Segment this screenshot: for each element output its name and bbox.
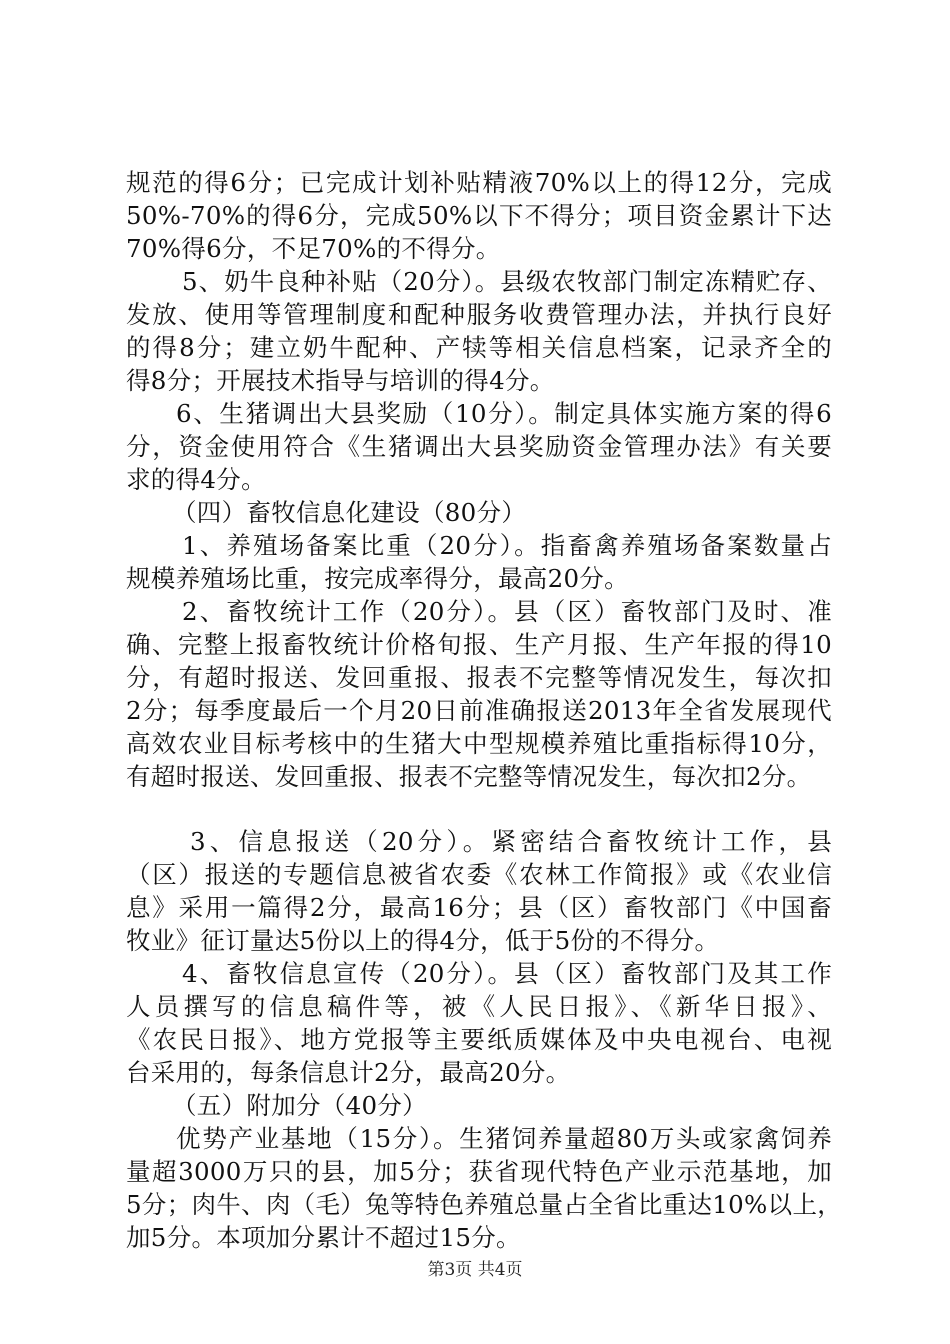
- text-line: 2、畜牧统计工作（20分）。县（区）畜牧部门及时、准: [182, 597, 832, 626]
- paragraph: [126, 166, 832, 265]
- paragraph: [126, 825, 832, 957]
- text-line: 分，资金使用符合《生猪调出大县奖励资金管理办法》有关要: [126, 432, 832, 461]
- text-line: 优势产业基地（15分）。生猪饲养量超80万头或家禽饲养: [176, 1124, 832, 1153]
- paragraph: [126, 957, 832, 1089]
- text-line: 50%-70%的得6分，完成50%以下不得分；项目资金累计下达: [126, 201, 832, 230]
- page-footer: 第3页 共4页: [427, 1260, 523, 1280]
- text-line: 息》采用一篇得2分，最高16分；县（区）畜牧部门《中国畜: [126, 893, 832, 922]
- text-line: 确、完整上报畜牧统计价格旬报、生产月报、生产年报的得10: [126, 630, 832, 659]
- text-line: 分，有超时报送、发回重报、报表不完整等情况发生，每次扣: [126, 663, 832, 692]
- text-line: 规范的得6分；已完成计划补贴精液70%以上的得12分，完成: [126, 168, 832, 197]
- text-line: 5、奶牛良种补贴（20分）。县级农牧部门制定冻精贮存、: [182, 267, 832, 296]
- paragraph: [126, 529, 832, 595]
- section-heading: [126, 1089, 832, 1122]
- text-line: 5分；肉牛、肉（毛）兔等特色养殖总量占全省比重达10%以上，: [126, 1190, 843, 1219]
- text-line: 3、信息报送（20分）。紧密结合畜牧统计工作，县: [190, 827, 832, 856]
- text-line: 高效农业目标考核中的生猪大中型规模养殖比重指标得10分，: [126, 729, 832, 758]
- text-line: （区）报送的专题信息被省农委《农林工作简报》或《农业信: [126, 860, 832, 889]
- document-body: [126, 166, 843, 1254]
- text-line: 1、养殖场备案比重（20分）。指畜禽养殖场备案数量占: [182, 531, 832, 560]
- section-heading: [126, 496, 832, 529]
- text-line: 得8分；开展技术指导与培训的得4分。: [126, 366, 555, 395]
- text-line: （五）附加分（40分）: [172, 1091, 427, 1120]
- text-line: 加5分。本项加分累计不超过15分。: [126, 1223, 521, 1252]
- text-line: 《农民日报》、地方党报等主要纸质媒体及中央电视台、电视: [126, 1025, 832, 1054]
- text-line: 70%得6分，不足70%的不得分。: [126, 234, 501, 263]
- paragraph-gap: [126, 793, 832, 825]
- text-line: 4、畜牧信息宣传（20分）。县（区）畜牧部门及其工作: [182, 959, 832, 988]
- paragraph: [126, 595, 832, 793]
- paragraph: [126, 265, 832, 397]
- text-line: 6、生猪调出大县奖励（10分）。制定具体实施方案的得6: [176, 399, 832, 428]
- text-line: 求的得4分。: [126, 465, 266, 494]
- text-line: 的得8分；建立奶牛配种、产犊等相关信息档案，记录齐全的: [126, 333, 832, 362]
- text-line: 有超时报送、发回重报、报表不完整等情况发生，每次扣2分。: [126, 762, 812, 791]
- text-line: 规模养殖场比重，按完成率得分，最高20分。: [126, 564, 629, 593]
- text-line: 2分；每季度最后一个月20日前准确报送2013年全省发展现代: [126, 696, 832, 725]
- text-line: （四）畜牧信息化建设（80分）: [172, 498, 527, 527]
- paragraph: [126, 1122, 843, 1254]
- text-line: 量超3000万只的县，加5分；获省现代特色产业示范基地，加: [126, 1157, 832, 1186]
- text-line: 牧业》征订量达5份以上的得4分，低于5份的不得分。: [126, 926, 720, 955]
- text-line: 人员撰写的信息稿件等，被《人民日报》、《新华日报》、: [126, 992, 832, 1021]
- text-line: 台采用的，每条信息计2分，最高20分。: [126, 1058, 571, 1087]
- text-line: 发放、使用等管理制度和配种服务收费管理办法，并执行良好: [126, 300, 832, 329]
- paragraph: [126, 397, 832, 496]
